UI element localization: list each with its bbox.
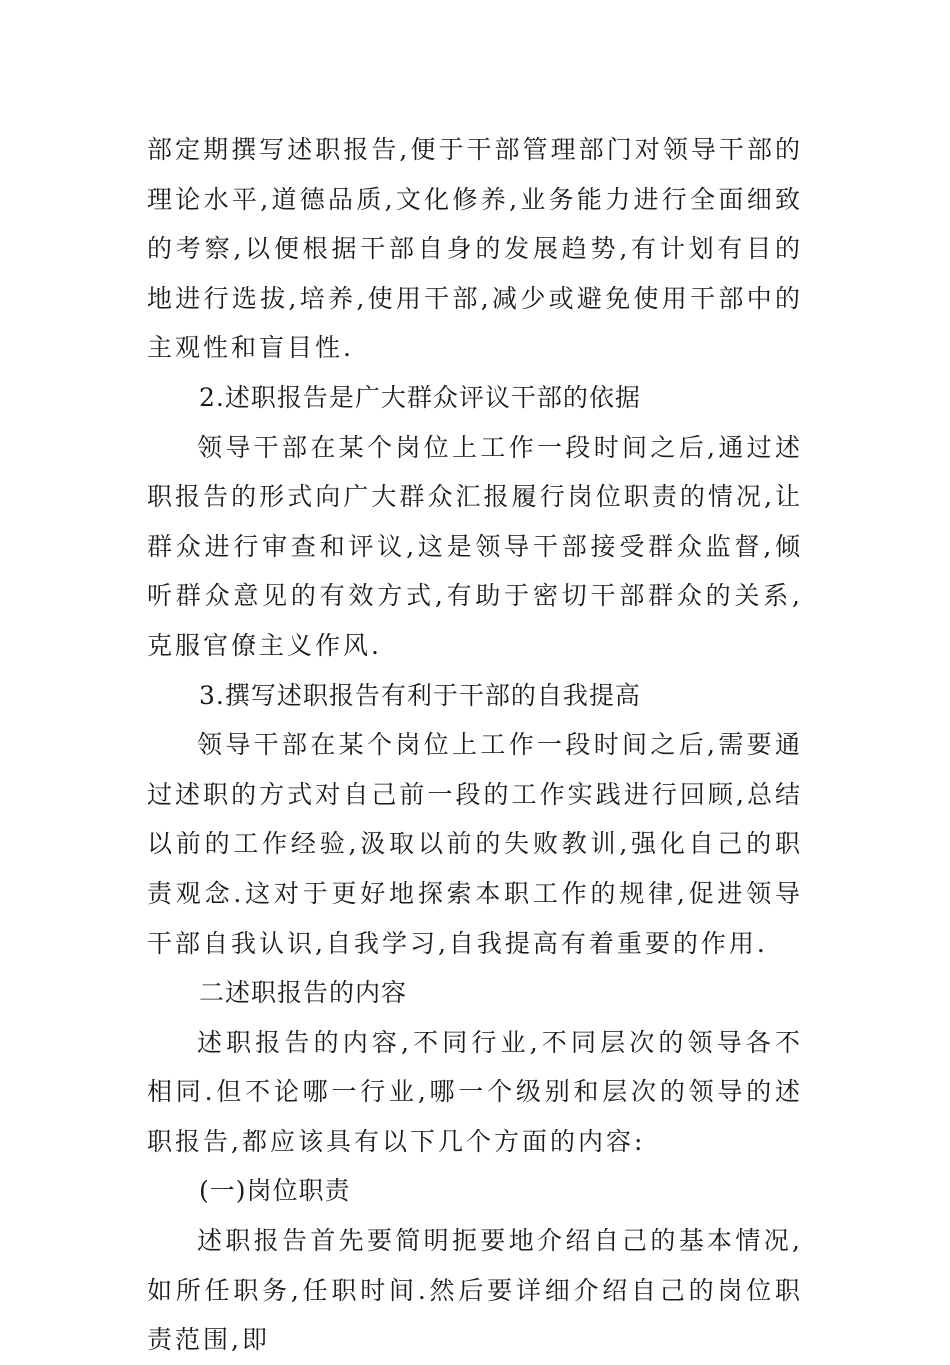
body-paragraph: 述职报告首先要简明扼要地介绍自己的基本情况,如所任职务,任职时间.然后要详细介绍自己的岗位职责范围,即 (147, 1226, 803, 1355)
body-paragraph: 领导干部在某个岗位上工作一段时间之后,需要通过述职的方式对自己前一段的工作实践进行回顾,总结以前的工作经验,汲取以前的失败教训,强化自己的职责观念.这对于更好地探索本职工作的规律,促进领导干部自我认识,自我学习,自我提高有着重要的作用. (147, 730, 803, 958)
section-heading: 二述职报告的内容 (199, 978, 408, 1008)
document-page (147, 125, 803, 1365)
body-paragraph: 领导干部在某个岗位上工作一段时间之后,通过述职报告的形式向广大群众汇报履行岗位职责的情况,让群众进行审查和评议,这是领导干部接受群众监督,倾听群众意见的有效方式,有助于密切干部群众的关系,克服官僚主义作风. (147, 432, 803, 660)
body-paragraph: 部定期撰写述职报告,便于干部管理部门对领导干部的理论水平,道德品质,文化修养,业务能力进行全面细致的考察,以便根据干部自身的发展趋势,有计划有目的地进行选拔,培养,使用干部,减少或避免使用干部中的主观性和盲目性. (147, 135, 803, 363)
section-heading: 3.撰写述职报告有利于干部的自我提高 (199, 680, 641, 710)
section-heading: (一)岗位职责 (199, 1176, 351, 1206)
section-heading: 2.述职报告是广大群众评议干部的依据 (199, 382, 641, 412)
body-paragraph: 述职报告的内容,不同行业,不同层次的领导各不相同.但不论哪一行业,哪一个级别和层次的领导的述职报告,都应该具有以下几个方面的内容: (147, 1027, 803, 1156)
